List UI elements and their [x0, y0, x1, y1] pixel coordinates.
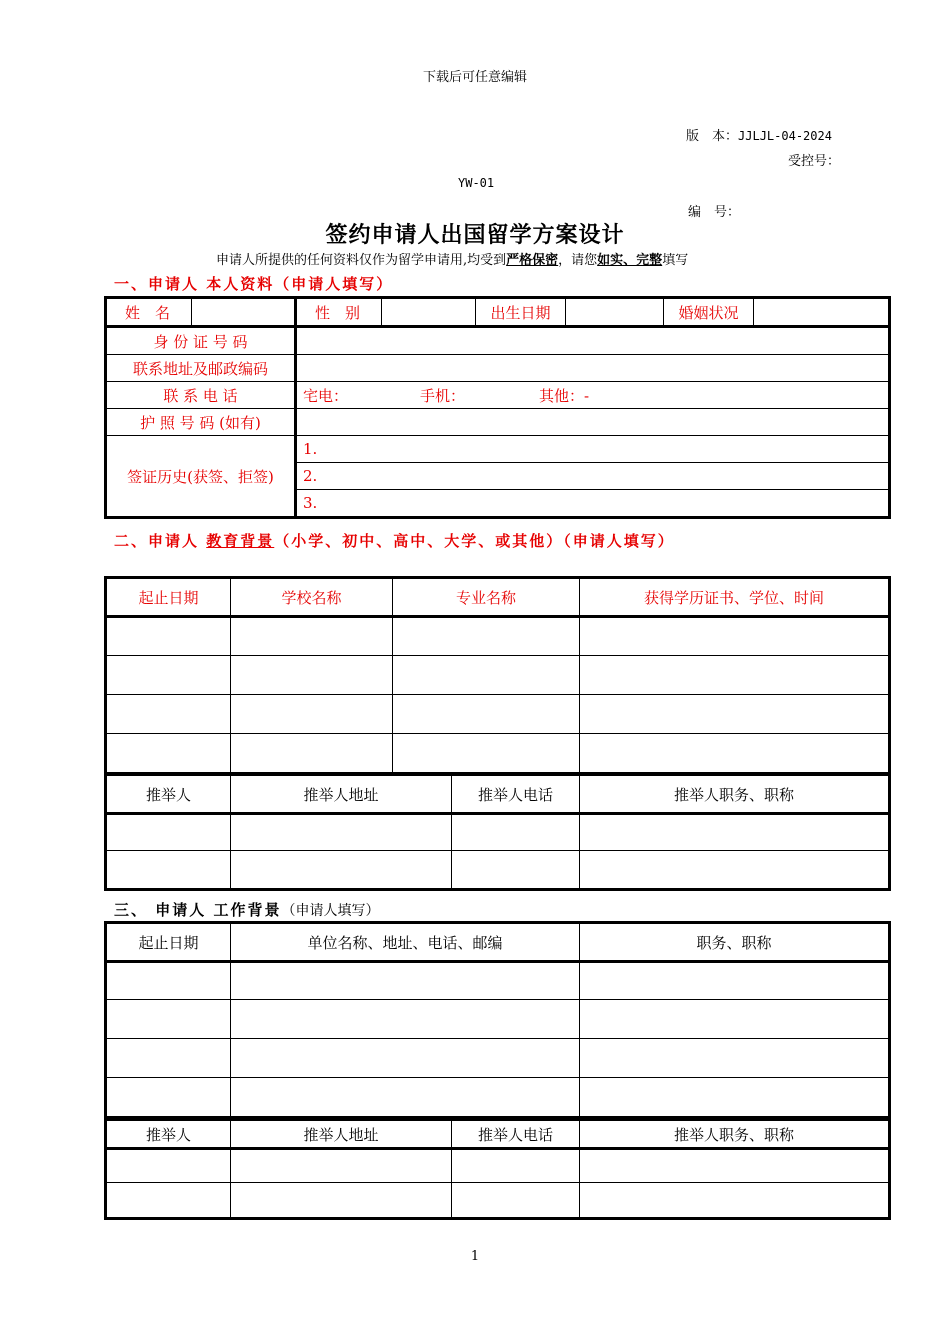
gender-field[interactable] [382, 298, 476, 327]
work-ref-cell[interactable] [580, 1183, 890, 1219]
page-title: 签约申请人出国留学方案设计 [325, 222, 625, 248]
edu-cell[interactable] [231, 734, 393, 774]
edu-cell[interactable] [393, 695, 580, 734]
edu-referee-table [104, 773, 891, 891]
phone-home: 宅电： [303, 386, 349, 405]
section1-heading: 一、申请人 本人资料（申请人填写） [114, 275, 394, 293]
edu-cell[interactable] [106, 695, 231, 734]
work-cell[interactable] [231, 1039, 580, 1078]
edu-ref-cell[interactable] [106, 851, 231, 890]
visa-item-3[interactable]: 3. [296, 490, 890, 518]
section2-heading-a: 二、申请人 [114, 532, 207, 550]
work-ref-header-name: 推举人 [106, 1120, 231, 1149]
work-table [104, 921, 891, 1119]
work-header-position: 职务、职称 [580, 923, 890, 962]
address-label: 联系地址及邮政编码 [106, 355, 296, 382]
visa-item-2[interactable]: 2. [296, 463, 890, 490]
section3-heading [114, 899, 379, 920]
work-cell[interactable] [231, 962, 580, 1000]
yw-code: YW-01 [458, 176, 495, 190]
work-cell[interactable] [580, 1000, 890, 1039]
edu-cell[interactable] [393, 656, 580, 695]
notice-bold1: 严格保密 [506, 253, 559, 268]
edu-cell[interactable] [580, 617, 890, 656]
work-ref-header-phone: 推举人电话 [452, 1120, 580, 1149]
edu-cell[interactable] [231, 617, 393, 656]
privacy-notice [216, 249, 688, 268]
edu-ref-header-title: 推举人职务、职称 [580, 775, 890, 814]
edu-cell[interactable] [106, 617, 231, 656]
marital-label: 婚姻状况 [664, 298, 754, 327]
work-header-employer: 单位名称、地址、电话、邮编 [231, 923, 580, 962]
section2-heading-b: （小学、初中、高中、大学、或其他）（申请人填写） [274, 532, 675, 550]
birthdate-label: 出生日期 [476, 298, 566, 327]
edu-ref-cell[interactable] [452, 851, 580, 890]
visa-history-label: 签证历史(获签、拒签) [106, 436, 296, 518]
phone-field[interactable] [296, 382, 890, 409]
edu-cell[interactable] [580, 656, 890, 695]
edu-cell[interactable] [106, 656, 231, 695]
edu-cell[interactable] [231, 695, 393, 734]
notice-part3: 填写 [662, 253, 689, 268]
edu-ref-cell[interactable] [106, 814, 231, 851]
work-cell[interactable] [231, 1000, 580, 1039]
marital-field[interactable] [754, 298, 890, 327]
edu-cell[interactable] [231, 656, 393, 695]
section2-heading [114, 529, 854, 553]
id-number-field[interactable] [296, 327, 890, 355]
gender-label: 性 别 [296, 298, 382, 327]
work-referee-table [104, 1118, 891, 1220]
edu-ref-cell[interactable] [452, 814, 580, 851]
work-ref-cell[interactable] [231, 1183, 452, 1219]
personal-info-table [104, 296, 891, 519]
passport-label: 护 照 号 码 (如有) [106, 409, 296, 436]
number-label: 编 号： [688, 205, 741, 220]
education-table [104, 576, 891, 775]
work-ref-header-title: 推举人职务、职称 [580, 1120, 890, 1149]
work-ref-cell[interactable] [452, 1183, 580, 1219]
work-cell[interactable] [231, 1078, 580, 1118]
section3-heading-note: （申请人填写） [281, 903, 380, 919]
edu-ref-cell[interactable] [231, 851, 452, 890]
edu-ref-cell[interactable] [580, 814, 890, 851]
work-cell[interactable] [106, 962, 231, 1000]
phone-other: 其他：- [539, 386, 590, 405]
section3-heading-main: 三、 申请人 工作背景 [114, 901, 282, 919]
version-value: JJLJL-04-2024 [738, 129, 832, 143]
top-note: 下载后可任意编辑 [422, 70, 527, 85]
page-number: 1 [470, 1249, 480, 1264]
work-cell[interactable] [106, 1000, 231, 1039]
section2-heading-underlined: 教育背景 [206, 532, 275, 550]
edu-ref-header-address: 推举人地址 [231, 775, 452, 814]
version-label: 版 本： [686, 129, 739, 144]
edu-cell[interactable] [393, 734, 580, 774]
edu-cell[interactable] [580, 695, 890, 734]
work-cell[interactable] [106, 1078, 231, 1118]
work-ref-cell[interactable] [106, 1183, 231, 1219]
work-header-dates: 起止日期 [106, 923, 231, 962]
edu-header-degree: 获得学历证书、学位、时间 [580, 578, 890, 617]
name-field[interactable] [192, 298, 296, 327]
edu-ref-cell[interactable] [580, 851, 890, 890]
phone-label: 联 系 电 话 [106, 382, 296, 409]
work-ref-cell[interactable] [580, 1149, 890, 1183]
id-number-label: 身 份 证 号 码 [106, 327, 296, 355]
work-cell[interactable] [106, 1039, 231, 1078]
phone-mobile: 手机： [420, 386, 466, 405]
edu-cell[interactable] [580, 734, 890, 774]
edu-header-major: 专业名称 [393, 578, 580, 617]
work-ref-cell[interactable] [231, 1149, 452, 1183]
work-cell[interactable] [580, 1039, 890, 1078]
name-label: 姓 名 [106, 298, 192, 327]
notice-part2: ，请您 [558, 253, 598, 268]
edu-ref-header-name: 推举人 [106, 775, 231, 814]
controlled-label: 受控号： [788, 154, 841, 169]
notice-part1: 申请人所提供的任何资料仅作为留学申请用,均受到 [216, 253, 507, 268]
notice-bold2: 如实、完整 [597, 253, 663, 268]
work-ref-cell[interactable] [452, 1149, 580, 1183]
work-ref-header-address: 推举人地址 [231, 1120, 452, 1149]
edu-header-dates: 起止日期 [106, 578, 231, 617]
edu-cell[interactable] [106, 734, 231, 774]
work-ref-cell[interactable] [106, 1149, 231, 1183]
work-cell[interactable] [580, 1078, 890, 1118]
work-cell[interactable] [580, 962, 890, 1000]
passport-field[interactable] [296, 409, 890, 436]
edu-header-school: 学校名称 [231, 578, 393, 617]
address-field[interactable] [296, 355, 890, 382]
version-line [686, 125, 832, 144]
edu-ref-header-phone: 推举人电话 [452, 775, 580, 814]
birthdate-field[interactable] [566, 298, 664, 327]
visa-item-1[interactable]: 1. [296, 436, 890, 463]
edu-ref-cell[interactable] [231, 814, 452, 851]
edu-cell[interactable] [393, 617, 580, 656]
